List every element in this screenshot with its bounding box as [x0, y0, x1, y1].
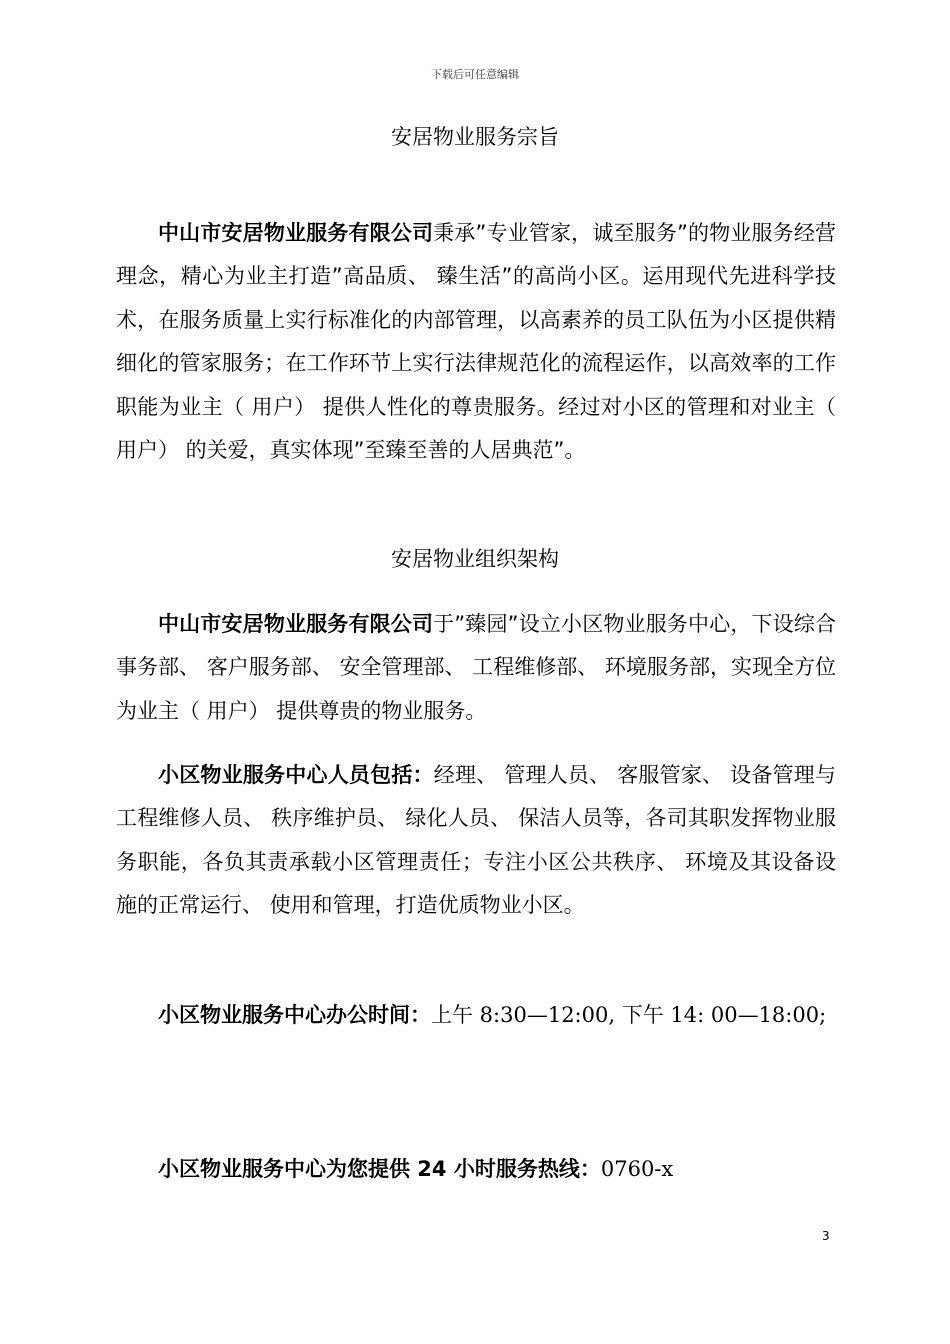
- staff-lead: 小区物业服务中心人员包括：: [158, 763, 434, 787]
- service-purpose-body: 秉承”专业管家，诚至服务”的物业服务经营理念，精心为业主打造”高品质、 臻生活”的高尚小区。运用现代先进科学技术，在服务质量上实行标准化的内部管理，以高素养的员工队伍为小区提供精细化的管家服务；在工作环节上实行法律规范化的流程运作，以高效率的工作职能为业主（ 用户） 提供人性化的尊贵服务。经过对小区的管理和对业主（ 用户） 的关爱，真实体现”至臻至善的人居典范”。: [116, 221, 837, 463]
- staff-body: 经理、 管理人员、 客服管家、 设备管理与工程维修人员、 秩序维护员、 绿化人员、 保洁人员等，各司其职发挥物业服务职能，各负其责承载小区管理责任；专注小区公共秩序、 环境及其设备设施的正常运行、 使用和管理，打造优质物业小区。: [116, 763, 836, 918]
- staff-paragraph: [116, 754, 836, 928]
- hotline-number: 0760-x: [600, 1157, 674, 1181]
- office-hours-value: 上午 8:30—12:00, 下午 14: 00—18:00;: [431, 1003, 827, 1027]
- hotline-paragraph: [116, 1148, 836, 1191]
- organization-body: 于”臻园”设立小区物业服务中心，下设综合事务部、 客户服务部、 安全管理部、 工程维修部、 环境服务部，实现全方位为业主（ 用户） 提供尊贵的物业服务。: [116, 612, 837, 723]
- section-title-service-purpose: 安居物业服务宗旨: [391, 125, 559, 149]
- organization-paragraph: [116, 603, 836, 733]
- company-name-lead-2: 中山市安居物业服务有限公司: [158, 612, 434, 636]
- hotline-lead: 小区物业服务中心为您提供 24 小时服务热线：: [158, 1157, 601, 1181]
- office-hours-lead: 小区物业服务中心办公时间：: [158, 1003, 431, 1027]
- office-hours-paragraph: [116, 994, 836, 1037]
- page-number: 3: [822, 1229, 830, 1243]
- page-header: 下载后可任意编辑: [431, 68, 519, 81]
- service-purpose-paragraph: [116, 212, 836, 472]
- section-title-organization: 安居物业组织架构: [391, 547, 559, 571]
- company-name-lead: 中山市安居物业服务有限公司: [158, 221, 434, 245]
